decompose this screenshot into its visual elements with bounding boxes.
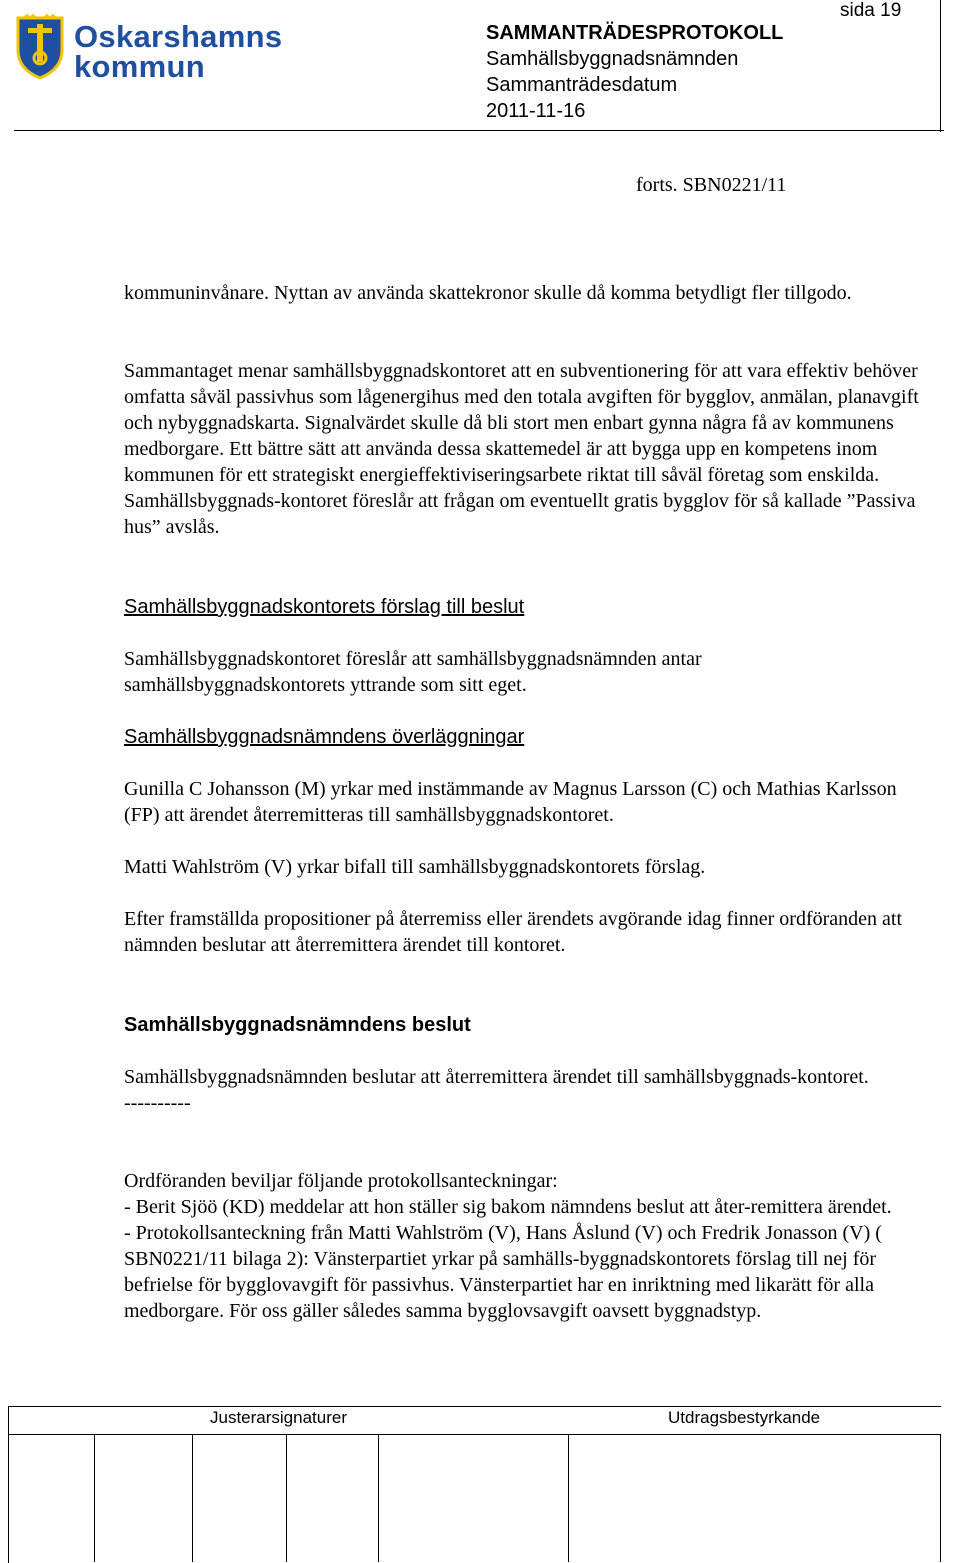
body-section	[124, 1064, 924, 1116]
heading-decision: Samhällsbyggnadsnämndens beslut	[124, 1014, 471, 1036]
signature-label-adjusters: Justerarsignaturer	[210, 1408, 348, 1427]
paragraph-note-1: - Berit Sjöö (KD) meddelar att hon ställer sig bakom nämndens beslut att åter-remittera ärendet.	[124, 1196, 892, 1218]
paragraph-note-2: - Protokollsanteckning från Matti Wahlström (V), Hans Åslund (V) och Fredrik Jonasson (V) ( SBN0221/11 bilaga 2): Vänsterpartiet yrkar på samhälls-byggnadskontorets förslag till nej för befrielse för bygglovavgift för passivhus. Vänsterpartiet har en inriktning med likarätt för alla medborgare. För oss gäller således samma bygglovsavgift oavsett byggnadstyp.	[124, 1222, 882, 1322]
continuation-reference: forts. SBN0221/11	[636, 174, 787, 196]
separator-dashes: ----------	[124, 1092, 191, 1114]
signature-right-border	[940, 1434, 941, 1562]
logo-wordmark	[74, 19, 283, 84]
signature-cell-divider	[286, 1434, 287, 1562]
logo-line-1: Oskarshamns	[74, 19, 283, 54]
heading-deliberations: Samhällsbyggnadsnämndens överläggningar	[124, 726, 525, 748]
body-section	[124, 280, 924, 306]
body-section	[124, 358, 924, 540]
committee-name: Samhällsbyggnadsnämnden	[486, 48, 739, 70]
signature-cell-divider	[568, 1434, 569, 1562]
coat-of-arms-icon	[14, 14, 66, 80]
body-section	[124, 646, 924, 698]
heading-proposal: Samhällsbyggnadskontorets förslag till beslut	[124, 596, 525, 618]
paragraph-motion: Gunilla C Johansson (M) yrkar med instämmande av Magnus Larsson (C) och Mathias Karlsson (FP) att ärendet återremitteras till samhällsbyggnadskontoret.	[124, 778, 897, 826]
paragraph-intro: kommuninvånare. Nyttan av använda skattekronor skulle då komma betydligt fler tillgodo.	[124, 282, 852, 304]
paragraph-decision: Samhällsbyggnadsnämnden beslutar att återremittera ärendet till samhällsbyggnads-kontoret.	[124, 1066, 869, 1088]
body-section	[124, 906, 924, 958]
paragraph-propositions: Efter framställda propositioner på återremiss eller ärendets avgörande idag finner ordföranden att nämnden beslutar att återremittera ärendet till kontoret.	[124, 908, 903, 956]
page-number: sida 19	[840, 0, 902, 21]
paragraph-notes-intro: Ordföranden beviljar följande protokollsanteckningar:	[124, 1170, 558, 1192]
header-right-border	[940, 0, 941, 132]
header-divider	[14, 130, 944, 131]
municipality-logo	[14, 14, 283, 84]
body-section	[124, 1168, 924, 1324]
body-section	[124, 854, 924, 880]
signature-label-extract: Utdragsbestyrkande	[668, 1408, 821, 1427]
meeting-date: 2011-11-16	[486, 100, 586, 122]
signature-header-divider	[8, 1434, 940, 1435]
paragraph-proposal: Samhällsbyggnadskontoret föreslår att samhällsbyggnadsnämnden antar samhällsbyggnadskontorets yttrande som sitt eget.	[124, 648, 702, 696]
meeting-date-label: Sammanträdesdatum	[486, 74, 678, 96]
signature-cell-divider	[192, 1434, 193, 1562]
signature-box	[8, 1406, 941, 1563]
protocol-title: SAMMANTRÄDESPROTOKOLL	[486, 22, 784, 44]
logo-line-2: kommun	[74, 49, 205, 84]
body-section	[124, 776, 924, 828]
signature-cell-divider	[378, 1434, 379, 1562]
signature-cell-divider	[94, 1434, 95, 1562]
paragraph-summary: Sammantaget menar samhällsbyggnadskontoret att en subventionering för att vara effektiv behöver omfatta såväl passivhus som lågenergihus med den totala avgiften för bygglov, anmälan, planavgift och nybyggnadskarta. Signalvärdet skulle då bli stort men enbart gynna några få av kommunens medborgare. Ett bättre sätt att använda dessa skattemedel är att bygga upp en kompetens inom kommunen för ett strategiskt energieffektiviseringsarbete riktat till såväl företag som enskilda. Samhällsbyggnads-kontoret föreslår att frågan om eventuellt gratis bygglov för så kallade ”Passiva hus” avslås.	[124, 360, 919, 538]
paragraph-support: Matti Wahlström (V) yrkar bifall till samhällsbyggnadskontorets förslag.	[124, 856, 706, 878]
